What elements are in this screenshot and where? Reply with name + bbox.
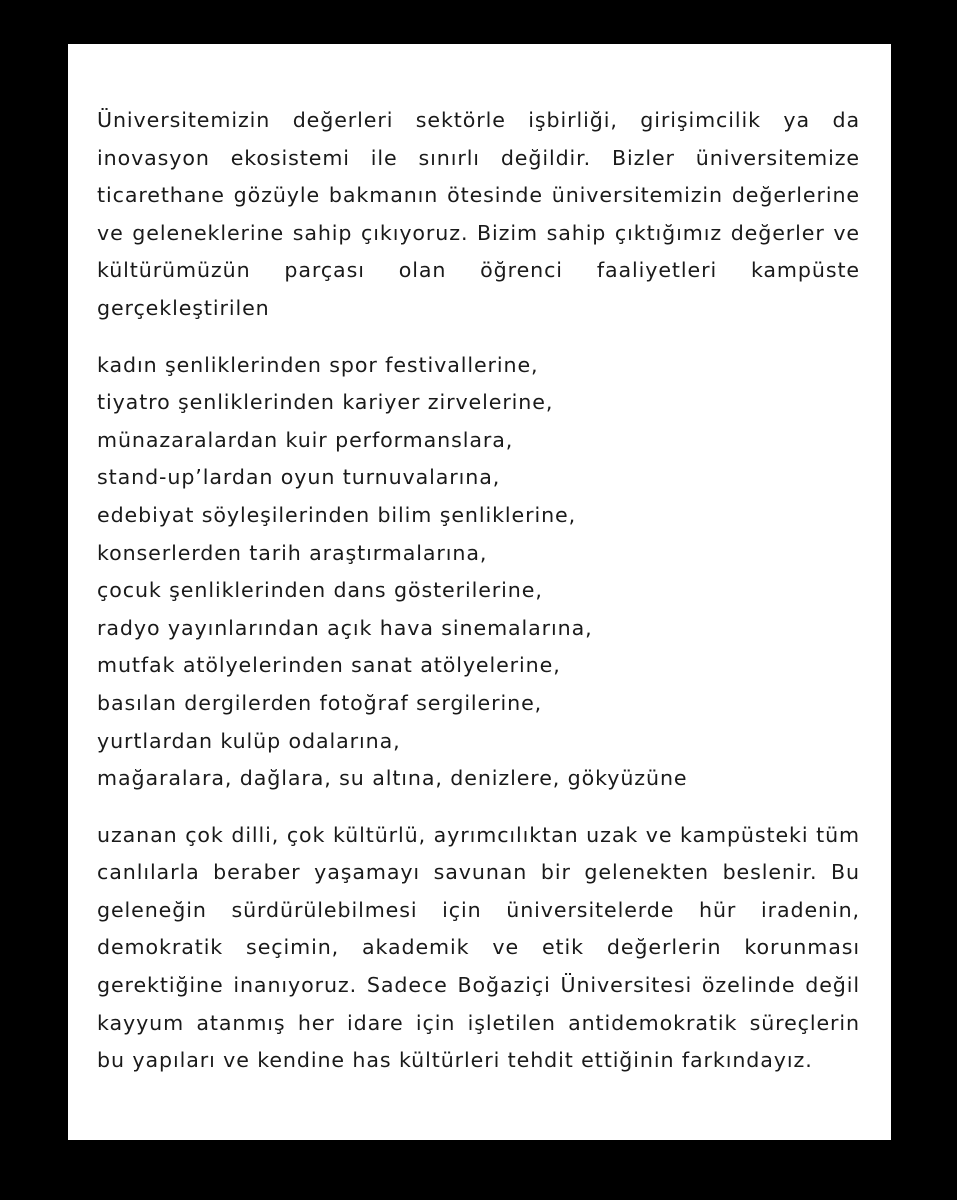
activities-list	[97, 347, 860, 798]
paragraph-closing: uzanan çok dilli, çok kültürlü, ayrımcılıktan uzak ve kampüsteki tüm canlılarla beraber yaşamayı savunan bir gelenekten beslenir. Bu geleneğin sürdürülebilmesi için üniversitelerde hür iradenin, demokratik seçimin, akademik ve etik değerlerin korunması gerektiğine inanıyoruz. Sadece Boğaziçi Üniversitesi özelinde değil kayyum atanmış her idare için işletilen antidemokratik süreçlerin bu yapıları ve kendine has kültürleri tehdit ettiğinin farkındayız.	[97, 822, 860, 1073]
paragraph-intro: Üniversitemizin değerleri sektörle işbirliği, girişimcilik ya da inovasyon ekosistemi ile sınırlı değildir. Bizler üniversitemize ticarethane gözüyle bakmanın ötesinde üniversitemizin değerlerine ve geleneklerine sahip çıkıyoruz. Bizim sahip çıktığımız değerler ve kültürümüzün parçası olan öğrenci faaliyetleri kampüste gerçekleştirilen	[97, 108, 860, 320]
list-item: çocuk şenliklerinden dans gösterilerine,	[97, 578, 543, 603]
list-item: münazaralardan kuir performanslara,	[97, 427, 514, 452]
list-item: mutfak atölyelerinden sanat atölyelerine,	[97, 653, 561, 678]
list-item: edebiyat söyleşilerinden bilim şenliklerine,	[97, 502, 577, 527]
list-item: tiyatro şenliklerinden kariyer zirvelerine,	[97, 390, 554, 415]
statement-card	[68, 44, 891, 1140]
list-item: yurtlardan kulüp odalarına,	[97, 728, 401, 753]
list-item: radyo yayınlarından açık hava sinemalarına,	[97, 615, 593, 640]
list-item: basılan dergilerden fotoğraf sergilerine,	[97, 690, 543, 715]
list-item: konserlerden tarih araştırmalarına,	[97, 540, 488, 565]
list-item: mağaralara, dağlara, su altına, denizlere, gökyüzüne	[97, 766, 688, 791]
list-item: kadın şenliklerinden spor festivallerine,	[97, 352, 539, 377]
list-item: stand-up’lardan oyun turnuvalarına,	[97, 465, 501, 490]
statement-text	[97, 102, 860, 1080]
